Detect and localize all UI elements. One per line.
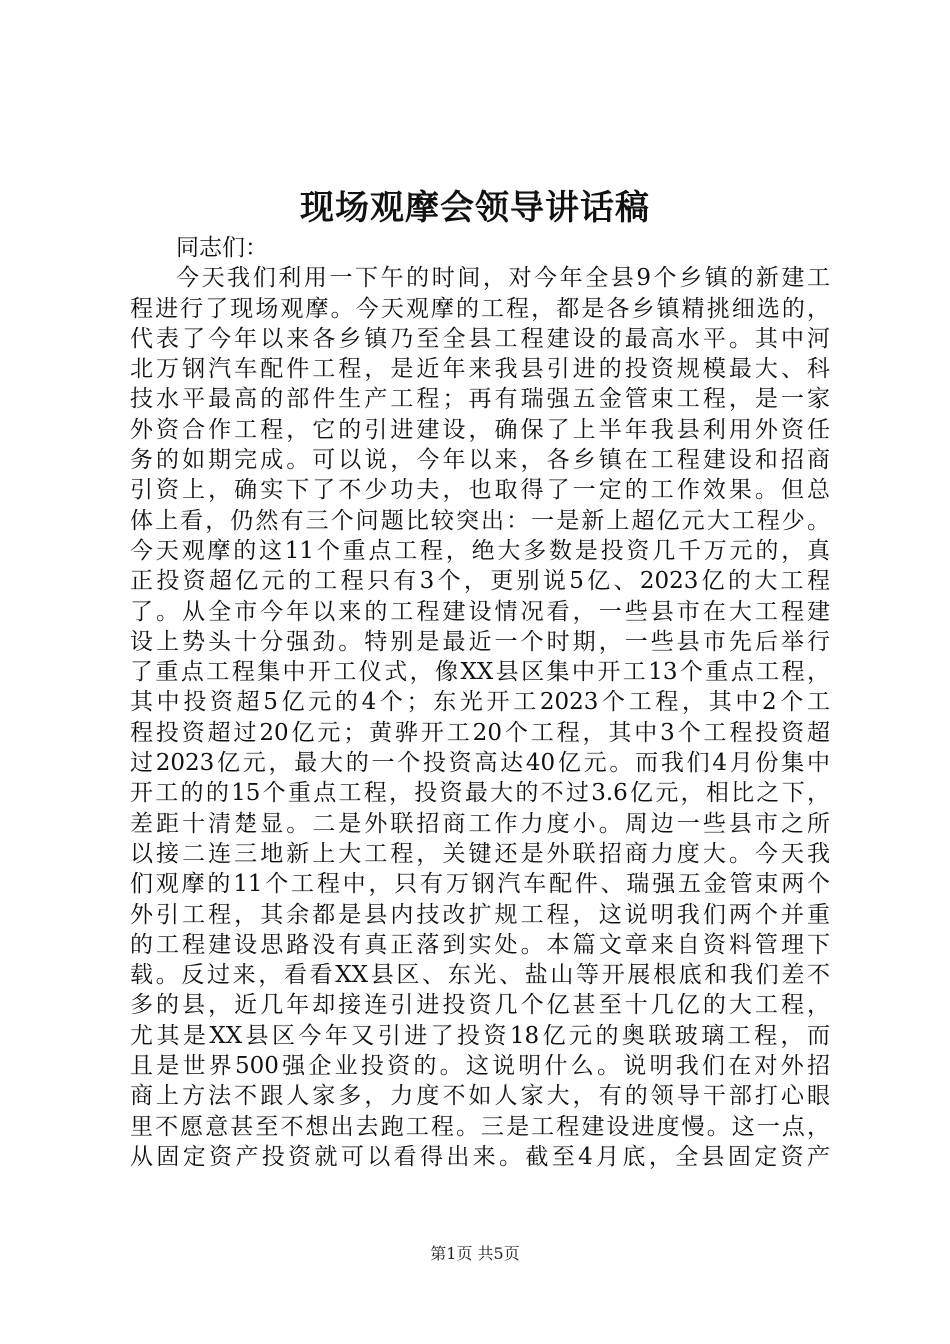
text-line: 以接二连三地新上大工程，关键还是外联招商力度大。今天我 bbox=[130, 840, 830, 867]
document-title: 现场观摩会领导讲话稿 bbox=[300, 188, 650, 228]
text-line: 们观摩的11个工程中，只有万钢汽车配件、瑞强五金管束两个 bbox=[130, 871, 830, 898]
text-line: 且是世界500强企业投资的。这说明什么。说明我们在对外招 bbox=[130, 1053, 830, 1080]
text-line: 的工程建设思路没有真正落到实处。本篇文章来自资料管理下 bbox=[130, 931, 830, 958]
text-line: 代表了今年以来各乡镇乃至全县工程建设的最高水平。其中河 bbox=[130, 325, 830, 352]
text-line: 多的县，近几年却接连引进投资几个亿甚至十几亿的大工程， bbox=[130, 992, 830, 1019]
text-line: 正投资超亿元的工程只有3个，更别说5亿、2023亿的大工程 bbox=[130, 568, 830, 595]
text-line: 外资合作工程，它的引进建设，确保了上半年我县利用外资任 bbox=[130, 416, 830, 443]
text-line: 从固定资产投资就可以看得出来。截至4月底，全县固定资产 bbox=[130, 1143, 830, 1170]
text-line: 程进行了现场观摩。今天观摩的工程，都是各乡镇精挑细选的， bbox=[130, 295, 830, 322]
text-line: 商上方法不跟人家多，力度不如人家大，有的领导干部打心眼 bbox=[130, 1083, 830, 1110]
text-line: 设上势头十分强劲。特别是最近一个时期，一些县市先后举行 bbox=[130, 628, 830, 655]
text-line: 开工的的15个重点工程，投资最大的不过3.6亿元，相比之下， bbox=[130, 780, 830, 807]
text-line: 其中投资超5亿元的4个；东光开工2023个工程，其中2个工 bbox=[130, 689, 830, 716]
text-line: 程投资超过20亿元；黄骅开工20个工程，其中3个工程投资超 bbox=[130, 719, 830, 746]
text-line: 过2023亿元，最大的一个投资高达40亿元。而我们4月份集中 bbox=[130, 750, 830, 777]
text-line: 了重点工程集中开工仪式，像XX县区集中开工13个重点工程， bbox=[130, 659, 830, 686]
text-line: 务的如期完成。可以说，今年以来，各乡镇在工程建设和招商 bbox=[130, 447, 830, 474]
text-line: 今天观摩的这11个重点工程，绝大多数是投资几千万元的，真 bbox=[130, 537, 830, 564]
document-body bbox=[130, 233, 830, 1172]
text-line: 引资上，确实下了不少功夫，也取得了一定的工作效果。但总 bbox=[130, 477, 830, 504]
text-line: 今天我们利用一下午的时间，对今年全县9个乡镇的新建工 bbox=[176, 265, 830, 292]
text-line: 体上看，仍然有三个问题比较突出：一是新上超亿元大工程少。 bbox=[130, 507, 830, 534]
text-line: 外引工程，其余都是县内技改扩规工程，这说明我们两个并重 bbox=[130, 901, 830, 928]
text-line: 载。反过来，看看XX县区、东光、盐山等开展根底和我们差不 bbox=[130, 962, 830, 989]
text-line: 北万钢汽车配件工程，是近年来我县引进的投资规模最大、科 bbox=[130, 356, 830, 383]
greeting-line: 同志们： bbox=[176, 235, 268, 261]
text-line: 了。从全市今年以来的工程建设情况看，一些县市在大工程建 bbox=[130, 598, 830, 625]
text-line: 差距十清楚显。二是外联招商工作力度小。周边一些县市之所 bbox=[130, 810, 830, 837]
text-line: 技水平最高的部件生产工程；再有瑞强五金管束工程，是一家 bbox=[130, 386, 830, 413]
page-footer: 第1页 共5页 bbox=[430, 1244, 520, 1263]
text-line: 里不愿意甚至不想出去跑工程。三是工程建设进度慢。这一点， bbox=[130, 1113, 830, 1140]
text-line: 尤其是XX县区今年又引进了投资18亿元的奥联玻璃工程，而 bbox=[130, 1022, 830, 1049]
